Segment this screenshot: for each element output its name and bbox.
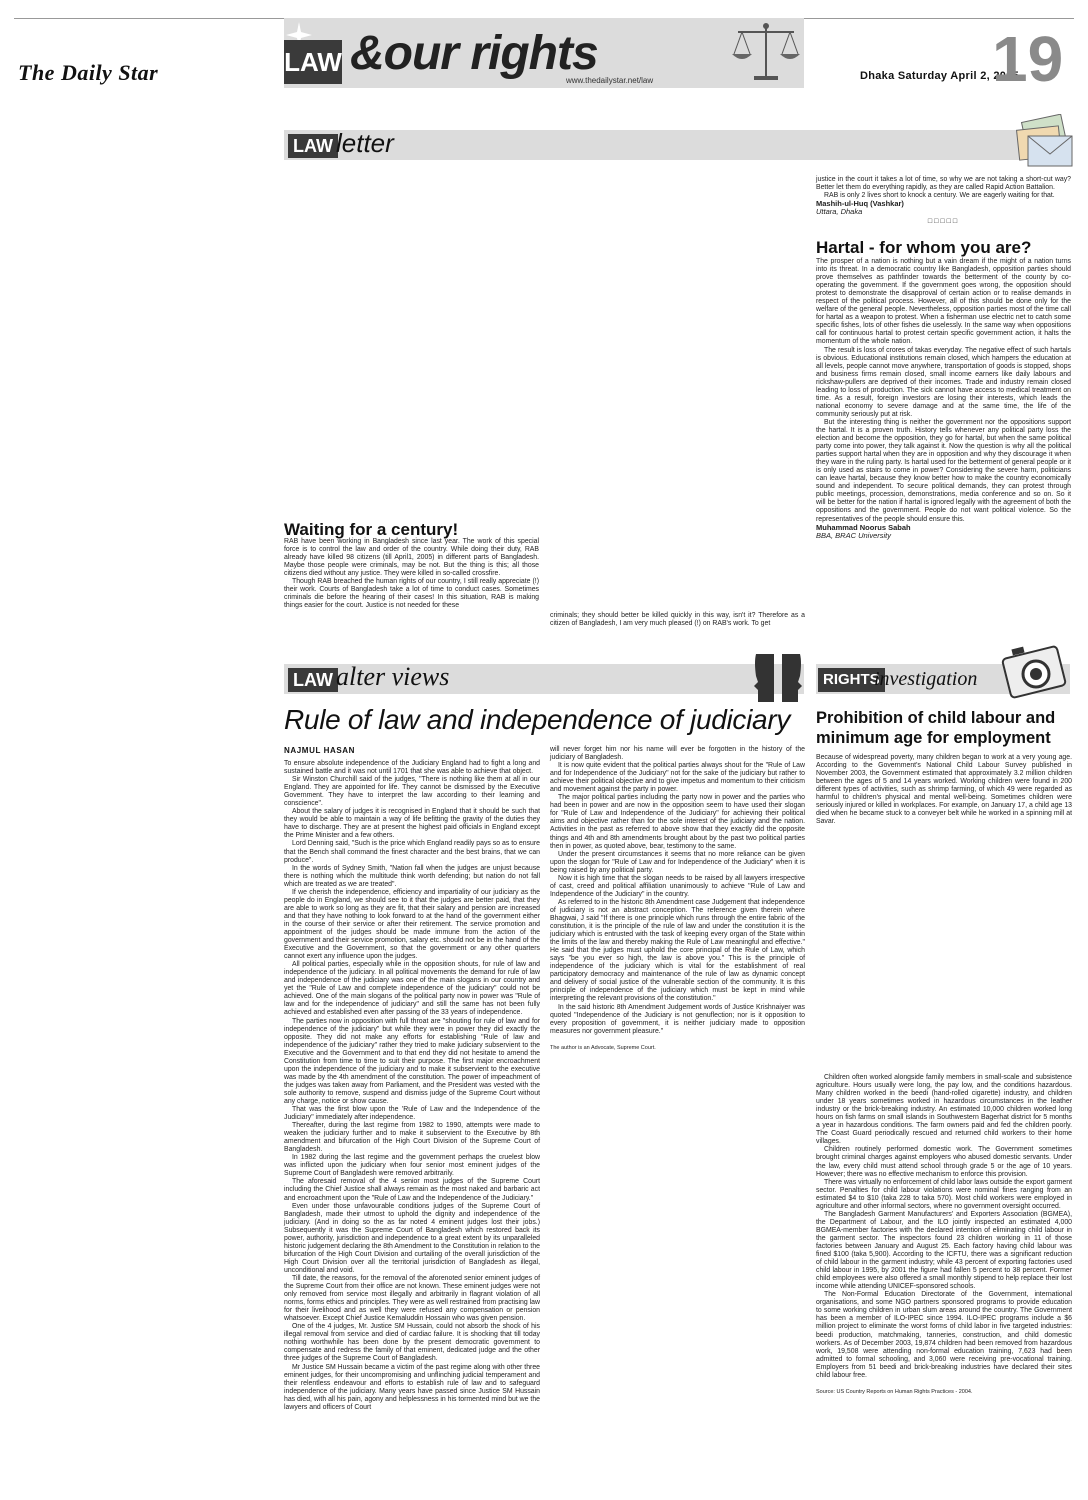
letter1-col3: [816, 176, 1071, 226]
letter-title-waiting: Waiting for a century!: [284, 520, 459, 539]
paragraph: But the interesting thing is neither the government nor the oppositions support the hartal. It is a proven truth. History tells whenever any political party loss the election and become the opposition, they go for hartal, but when the same political party come into power, they talk against it. Now the question is why all the political parties support hartal when they are in opposition and why they discourage it when they ware in the ruling party. Is hartal used for the betterment of general people or it is only used as stairs to come in power? Considering the severe harm, politicians can leave hartal, because they know better how to make the country economically sound and independent. To secure political demands, they can protest through public meetings, procession, demonstrations, media conference and so on. So it will be better for the nation if hartal is ignored legally with the agreement of both the oppositions and the government. People do not want political violence. So the representatives of the people should ensure this.: [816, 418, 1071, 523]
law-letter-heading: letter: [336, 128, 394, 158]
rights-intro: [816, 754, 1072, 826]
newspaper-logo: The Daily Star: [18, 60, 159, 85]
two-faces-icon: [752, 650, 804, 706]
paragraph: Under the present circumstances it seems that no more reliance can be given upon the slogan for "Rule of Law and for Independence of the Judiciary" when it is being raised by any political party.: [550, 850, 805, 874]
rights-label: RIGHTS: [818, 668, 885, 692]
article-col1: [284, 760, 540, 1412]
paragraph: All political parties, especially while in the opposition shouts, for rule of law and independence of the judiciary. In all political movements the demand for rule of law and independence of the judiciary was one of the main slogans in our country and yet the "Rule of Law and complete independence of the judiciary" could not be achieved. One of the main slogans of the political party now in power was "Rule of law and for the independence of judiciary" and still the same has not been fully achieved and established even after passing of the 33 years of independence.: [284, 961, 540, 1017]
paragraph: There was virtually no enforcement of child labor laws outside the export garment sector. Penalties for child labour violations were nominal fines ranging from an estimated $4 to $10 (taka 228 to taka 570). Most child workers were employed in agriculture and other informal sectors, where no government oversight occurred.: [816, 1178, 1072, 1210]
paragraph: The Bangladesh Garment Manufacturers' and Exporters Association (BGMEA), the Department of Labour, and the ILO jointly inspected an estimated 4,000 BGMEA-member factories with the declared intention of eliminating child labour in the garment sector. The inspectors found 23 children working in 11 of those factories between January and August 25. Each factory having child labour was fined $100 (taka 5,900). According to the ICFTU, there was a significant reduction of child labour in the garment industry; while 43 percent of exporting factories used child labour in 1995, by 2001 the figure had fallen 5 percent to 38 percent. Former child employees were also offered a small monthly stipend to help replace their lost income while attending UNICEF-sponsored schools.: [816, 1210, 1072, 1291]
banner-law-label: LAW: [284, 40, 342, 84]
letter2-body: [816, 258, 1071, 540]
paragraph: One of the 4 judges, Mr. Justice SM Hussain, could not absorb the shock of his illegal removal from service and died of cardiac failure. It is shocking that till today nothing worthwhile has been done by the present democratic government to compensate and redress the family of that eminent, dedicated judge and the other three judges of the Supreme Court of Bangladesh.: [284, 1323, 540, 1363]
article-col2: [550, 746, 805, 1052]
paragraph: As referred to in the historic 8th Amendment case Judgement that independence of judiciary is not an abstract conception. The reference given therein where Bhagwai, J said "If there is one principle which runs through the entire fabric of the constitution, it is the principle of the rule of law and under the constitution it is the judiciary which is entrusted with the task of keeping every organ of the State within the limits of the law and thereby making the Rule of Law meaningful and effective." He said that the judges must uphold the core principal of the Rule of Law, which says "be you ever so high, the law is above you." This is the principle of independence of the judiciary which is vital for the establishment of real participatory democracy and maintenance of the rule of law as dynamic concept and delivery of social justice of the vulnerable section of the community. It is this principle of independence of the judiciary which must be kept in mind while interpreting the relevant provisions of the constitution.": [550, 898, 805, 1003]
alter-views-label: LAW: [288, 668, 338, 692]
rights-investigation-heading: investigation: [874, 668, 978, 690]
paragraph: RAB have been working in Bangladesh since last year. The work of this special force is to control the law and order of the country. While doing their duty, RAB already have killed 98 citizens (till April1, 2005) in different parts of Bangladesh. Maybe those people were criminals, may be not. But the thing is this; all those citizens died without any justice. They were killed in so-called crossfire.: [284, 538, 539, 578]
paragraph: RAB is only 2 lives short to knock a century. We are eagerly waiting for that.: [824, 192, 1055, 200]
letter-title-hartal: Hartal - for whom you are?: [816, 238, 1032, 257]
page-number: 19: [992, 23, 1064, 95]
paragraph: The prosper of a nation is nothing but a vain dream if the might of a nation turns into its threat. In a democratic country like Bangladesh, opposition parties should prove themselves as pathfinder towards the betterment of the county by co-operating the government. If the government goes wrong, the opposition should protest to demonstrate the disapproval of certain action or to realise demands in respect of the political process. However, all of this should be done only for the welfare of the general people. Nevertheless, opposition parties most of the time call for hartal as a weapon to protest. When a fisherman use electric net to catch some specific fishes, lots of other fishes die uselessly. In the same way when oppositions call for continuous hartal to protest certain specific government action, it halts the momentum of the whole nation.: [816, 258, 1071, 346]
paragraph: Thereafter, during the last regime from 1982 to 1990, attempts were made to weaken the judiciary further and to make it subservient to the Executive by 8th amendment and bifurcation of the High Court Division of the Supreme Court of Bangladesh.: [284, 1122, 540, 1154]
paragraph: Mr Justice SM Hussain became a victim of the past regime along with other three eminent judges, for their uncompromising and unflinching judicial temperament and their relentless endeavour and efforts to establish rule of law and to safeguard independence of the judiciary. Many years have passed since Justice SM Hussain has died, with all his pain, agony and helplessness in his tormented mind but we the lawyers and officers of Court: [284, 1363, 540, 1411]
article-author: NAJMUL HASAN: [284, 746, 356, 755]
paragraph: Till date, the reasons, for the removal of the aforenoted senior eminent judges of the Supreme Court from their office are not known. These eminent judges were not only removed from service most illegally and arbitrarily in flagrant violation of all norms, forms ethics and principles. They were as well restrained from practising law for their livelihood and as well they were refused any compensation or pension whatsoever. Except Chief Justice Kemaluddin Hossain who was given pension.: [284, 1275, 540, 1323]
paragraph: Sir Winston Churchill said of the judges, "There is nothing like them at all in our England. They are appointed for life. They cannot be dismissed by the Executive Government. They have to interpret the law according to their learning and conscience".: [284, 776, 540, 808]
letter1-place: Uttara, Dhaka: [816, 207, 863, 217]
rights-title: Prohibition of child labour and minimum age for employment: [816, 709, 1056, 747]
letter2-place: BBA, BRAC University: [816, 530, 892, 540]
paragraph: Children routinely performed domestic work. The Government sometimes brought criminal charges against employers who abused domestic servants. Under the law, every child must attend school through grade 5 or the age of 10 years. However; there was no effective mechanism to enforce this provision.: [816, 1146, 1072, 1178]
paragraph: In the words of Sydney Smith, "Nation fall when the judges are unjust because there is nothing which the multitude think worth defending; but nation do not fall which are treated as we are treated".: [284, 864, 540, 888]
paragraph: The major political parties including the party now in power and the parties who had been in power and are now in the opposition seem to have used their slogan for "Rule of Law and Independence of the Judiciary" for achieving their political aims and objective rather than for the sole interest of the judiciary and the nation. Activities in the past as referred to above show that they exactly did the opposite things and 4th and 8th amendments brought about by the past two political parties then in power, as quoted above, bear, testimony to the same.: [550, 794, 805, 850]
separator-boxes: □□□□□: [927, 218, 960, 226]
banner-url: www.thedailystar.net/law: [566, 76, 654, 85]
rights-body: [816, 1074, 1072, 1396]
letter2-signer: Muhammad Noorus Sabah: [816, 522, 911, 532]
envelopes-icon: [1010, 114, 1076, 170]
paragraph: The result is loss of crores of takas everyday. The negative effect of such hartals is obvious. Educational institutions remain closed, which hampers the education at all levels, people cannot move anywhere, transportation of goods is stopped, shops and business firms remain closed, small income earners like daily labours and rickshaw-pullers are deprived of their incomes. Trade and industry remain closed leading to loss of production. The sick cannot have access to medical treatment on time. As a result, foreign investors are losing their interests, which leads the national economy to severe damage and at the same time, the life of the community seriously put at risk.: [816, 346, 1071, 418]
paragraph: Even under those unfavourable conditions judges of the Supreme Court of Bangladesh, made their utmost to uphold the dignity and independence of the judiciary. (And in doing so the as far noted 4 eminent judges lost their jobs.) Subsequently it was the Supreme Court of Bangladesh which restored back its power, authority, jurisdiction and independence to a great extent by its unparalleled historic judgement declaring the 8th Amendment to the Constitution in relation to the bifurcation of the High Court Division and curtailing of the overall jurisdiction of the High Court Division over all the territorial jurisdiction of Bangladesh as illegal, unconditional and void.: [284, 1202, 540, 1274]
scales-of-justice-icon: [730, 20, 802, 84]
paragraph: It is now quite evident that the political parties always shout for the "Rule of Law and for Independence of the Judiciary" not for the sake of the judiciary but rather to achieve their political objective and to give impetus and momentum to their criticism and movement against the party in power.: [550, 762, 805, 794]
author-note: The author is an Advocate, Supreme Court.: [550, 1044, 656, 1051]
camera-icon: [1000, 640, 1072, 704]
letter1-col2: [550, 612, 805, 628]
paragraph: In 1982 during the last regime and the government perhaps the cruelest blow was inflicted upon the judiciary when four senior most eminent judges of the Supreme Court of Bangladesh were removed arbitrarily.: [284, 1154, 540, 1178]
letter1-col1: [284, 538, 539, 610]
paragraph: About the salary of judges it is recognised in England that it should be such that they would be able to maintain a way of life befitting the gravity of the duties they have to discharge. They are at present the highest paid officials in England except the Prime Minister and a few others.: [284, 808, 540, 840]
banner-title: &our rights: [350, 27, 598, 80]
paragraph: The aforesaid removal of the 4 senior most judges of the Supreme Court including the Chief Justice shall always remain as the most naked and barbaric act and encroachment upon the "Rule of Law and the Independence of the Judiciary.": [284, 1178, 540, 1202]
paragraph: Children often worked alongside family members in small-scale and subsistence agriculture. Hours usually were long, the pay low, and the conditions hazardous. Many children worked in the beedi (hand-rolled cigarette) industry, and children under 18 years sometimes worked in hazardous circumstances in the leather industry or the brick-breaking industry. An estimated 10,000 children worked long hours on fish farms on small islands in Southwestern Bagerhat district for 5 months a year in hazardous conditions. The farm owners paid and fed the children poorly. The Coast Guard periodically rescued and returned child workers to their home villages.: [816, 1074, 1072, 1146]
alter-views-heading: alter views: [336, 662, 450, 691]
dateline: Dhaka Saturday April 2, 2005: [860, 70, 1020, 82]
article-title: Rule of law and independence of judiciary: [284, 704, 791, 735]
paragraph: Though RAB breached the human rights of our country, I still really appreciate (!) their work. Courts of Bangladesh take a lot of time to conduct cases. Sometimes criminals die before the hearing of their cases! In this situation, RAB is making things easier for the court. Justice is not needed for these: [284, 578, 539, 610]
paragraph: will never forget him nor his name will ever be forgotten in the history of the judiciary of Bangladesh.: [550, 746, 805, 762]
source-note: Source: US Country Reports on Human Rights Practices - 2004.: [816, 1388, 973, 1395]
paragraph: criminals; they should better be killed quickly in this way, isn't it? Therefore as a citizen of Bangladesh, I am very much pleased (!) on RAB's work. To get: [550, 612, 805, 628]
paragraph: The parties now in opposition with full throat are "shouting for rule of law and for independence of the judiciary" but while they were in power they did exactly the opposite. They did not make any efforts for establishing "Rule of law and independence of the judiciary" rather they tried to make judiciary subservient to the Executive and the Government and to that end they did not hesitate to amend the Constitution from time to time to suit their purpose. The first major encroachment upon the independence of the judiciary and to make it subservient to the executive was made by the 4th amendment of the constitution. The power of impeachment of the judges was taken away from Parliament, and the President was vested with the sole authority to remove, suspend and dismiss judge of the Supreme Court without any charge, notice or show cause.: [284, 1017, 540, 1105]
paragraph: Lord Denning said, "Such is the price which England readily pays so as to ensure that the Bench shall command the finest character and the best brains, that we can produce".: [284, 840, 540, 864]
paragraph: Now it is high time that the slogan needs to be raised by all lawyers irrespective of cast, creed and political affiliation unanimously to achieve "Rule of Law and Independence of the Judiciary" in the country.: [550, 874, 805, 898]
paragraph: That was the first blow upon the 'Rule of Law and the Independence of the Judiciary" immediately after independence.: [284, 1106, 540, 1122]
paragraph: Because of widespread poverty, many children began to work at a very young age. According to the Government's National Child Labour Survey published in November 2003, the Government estimated that approximately 3.2 million children between the ages of 5 and 14 years worked. Working children were found in 200 different types of activities, such as shrimp farming, of which 49 were regarded as harmful to children's physical and mental well-being. Sometimes children were seriously injured or killed in workplaces. For example, on January 17, a child age 13 died when he became stuck to a conveyer belt while he worked in a spinning mill at Savar.: [816, 754, 1072, 826]
law-letter-label: LAW: [288, 134, 338, 158]
law-letter-bar: [284, 130, 1064, 160]
paragraph: In the said historic 8th Amendment Judgement words of Justice Krishnaiyer was quoted "Independence of the Judiciary is not genuflection; nor is it opposition to every proposition of government, it is neither judiciary made to opposition measures nor government pleasure.": [550, 1003, 805, 1035]
letter1-signer: Mashih-ul-Huq (Vashkar): [816, 199, 904, 209]
paragraph: justice in the court it takes a lot of time, so why we are not taking a short-cut way? Better let them do everything rapidly, as they are called Rapid Action Battalion.: [816, 176, 1071, 192]
paragraph: If we cherish the independence, efficiency and impartiality of our judiciary as the people do in England, we should see to it that the judges are better paid, that they are able to work so long as they are fit, that their salary and pension are increased and that they have nothing to look forward to at the hand of the government either in the course of their service or after their retirement. The service promotion and appointment of the judges should be made immune from the action of the government and their service promotion, salary etc. should not be in the hand of the Executive and the Government, so that the government or any other quarters cannot exert any influence upon the judges.: [284, 888, 540, 961]
paragraph: To ensure absolute independence of the Judiciary England had to fight a long and sustained battle and it was not until 1701 that she was able to achieve that object.: [284, 760, 540, 776]
paragraph: The Non-Formal Education Directorate of the Government, international organisations, and some NGO partners sponsored programs to provide education to some working children in urban slum areas around the country. The Government has been a member of ILO-IPEC since 1994. ILO-IPEC programs include a $6 million project to eliminate the worst forms of child labor in five targeted industries: beedi production, matchmaking, tanneries, construction, and child domestic workers. As of December 2003, 19,874 children had been removed from hazardous work, 19,508 were attending non-formal education training, 7,623 had been admitted to formal schooling, and 3,060 were receiving pre-vocational training. Employers from 51 beedi and brick-breaking industries have declared their sites child labour free.: [816, 1291, 1072, 1379]
